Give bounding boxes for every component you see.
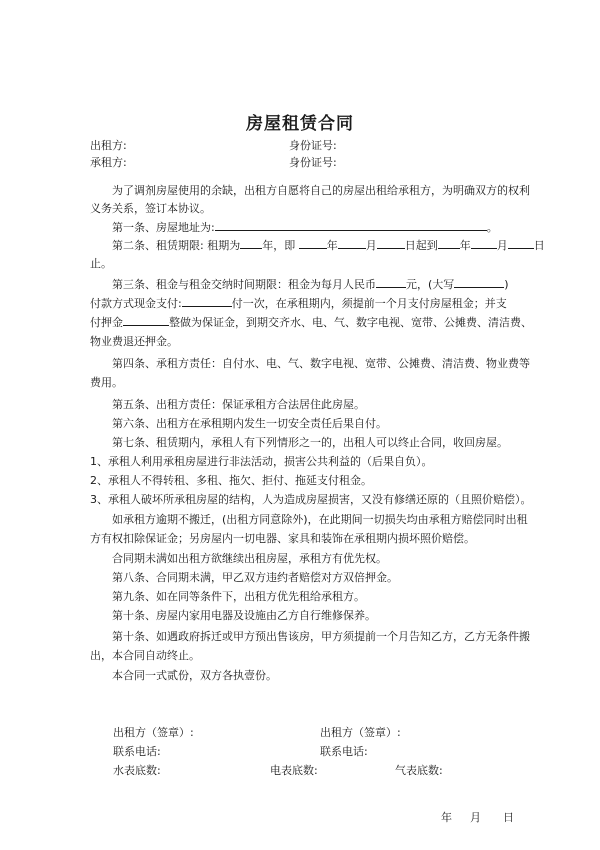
clause-10-demolition-line-1: 第十条、如遇政府拆迁或甲方预出售该房，甲方须提前一个月告知乙方，乙方无条件搬 (112, 630, 530, 643)
rent-amount-blank[interactable] (376, 275, 406, 288)
clause-2-text-e: 日起到 (404, 239, 438, 252)
overdue-line-1: 如承租方逾期不搬迁，(出租方同意除外)，在此期间一切损失均由承租方赔偿同时出租 (112, 513, 528, 526)
end-day-blank[interactable] (508, 236, 534, 249)
start-year-blank[interactable] (299, 236, 327, 249)
clause-3-text-f: 付押金 (90, 316, 123, 329)
clause-3-line-2 (90, 294, 520, 314)
copies-note: 本合同一式贰份，双方各执壹份。 (112, 669, 277, 682)
clause-2-text-f: 年 (459, 239, 471, 252)
clause-10-maintenance: 第十条、房屋内家用电器及设施由乙方自行维修保养。 (112, 609, 376, 622)
lessor-label: 出租方: (90, 139, 127, 152)
address-blank[interactable] (215, 217, 487, 231)
renew-priority: 合同期未满如出租方欲继续出租房屋，承租方有优先权。 (112, 552, 387, 565)
clause-3-line-3 (90, 313, 532, 333)
clause-10-demolition-line-2: 出，本合同自动终止。 (90, 649, 200, 662)
document-title: 房屋租赁合同 (246, 114, 354, 134)
lessor-signature-label: 出租方（签章）: (113, 726, 194, 739)
payment-period-blank[interactable] (182, 294, 232, 307)
clause-3-text-d: 付款方式现金支付: (90, 297, 182, 310)
deposit-blank[interactable] (123, 313, 169, 326)
item-3: 3、承租人破坏所承租房屋的结构，人为造成房屋损害，又没有修缮还原的（且照价赔偿）。 (90, 493, 532, 506)
end-month-blank[interactable] (471, 236, 497, 249)
start-day-blank[interactable] (377, 236, 405, 249)
term-years-blank[interactable] (240, 236, 262, 249)
lessee-signature-label: 出租方（签章）: (320, 726, 401, 739)
item-1: 1、承租人利用承租房屋进行非法活动，损害公共利益的（后果自负）。 (90, 455, 433, 468)
clause-1 (90, 217, 542, 238)
end-year-blank[interactable] (438, 236, 460, 249)
clause-6: 第六条、出租方在承租期内发生一切安全责任后果自付。 (112, 417, 387, 430)
lessee-id-label: 身份证号: (289, 156, 337, 169)
clause-2-text-h: 日 (533, 239, 545, 252)
intro-line-2: 义务关系，签订本协议。 (90, 202, 211, 215)
date-month-label: 月 (470, 811, 481, 824)
clause-2-end: 止。 (90, 257, 112, 270)
clause-7: 第七条、租赁期内，承租人有下列情形之一的，出租人可以终止合同，收回房屋。 (112, 436, 508, 449)
electric-meter-label: 电表底数: (270, 764, 318, 777)
clause-3-text-e: 付一次，在承租期内，须提前一个月支付房屋租金；并支 (231, 297, 507, 310)
clause-2-text-c: 年 (326, 239, 338, 252)
item-2: 2、承租人不得转租、多租、拖欠、拒付、拖延支付租金。 (90, 474, 372, 487)
clause-3-line-1 (90, 275, 542, 295)
lessee-phone-label: 联系电话: (320, 745, 368, 758)
date-year-label: 年 (441, 811, 452, 824)
clause-5: 第五条、出租方责任：保证承租方合法居住此房屋。 (112, 398, 365, 411)
date-day-label: 日 (503, 811, 514, 824)
lessee-label: 承租方: (90, 156, 127, 169)
intro-line-1: 为了调剂房屋使用的余缺，出租方自愿将自己的房屋出租给承租方，为明确双方的权利 (112, 184, 530, 197)
clause-2-text-b: 年，即 (262, 239, 296, 252)
clause-8: 第八条、合同期未满，甲乙双方违约者赔偿对方双倍押金。 (112, 571, 398, 584)
clause-1-label: 第一条、房屋地址为: (112, 221, 215, 234)
clause-2-text-g: 月 (496, 239, 508, 252)
lessor-phone-label: 联系电话: (113, 745, 161, 758)
clause-2-text-d: 月 (365, 239, 377, 252)
gas-meter-label: 气表底数: (395, 764, 443, 777)
rent-uppercase-blank[interactable] (454, 275, 504, 288)
overdue-line-2: 方有权扣除保证金；另房屋内一切电器、家具和装饰在承租期内损坏照价赔偿。 (90, 532, 475, 545)
clause-1-end: 。 (486, 221, 498, 234)
clause-3-text-c: ) (504, 278, 509, 291)
clause-3-line-4: 物业费退还押金。 (90, 335, 178, 348)
clause-9: 第九条、如在同等条件下，出租方优先租给承租方。 (112, 590, 365, 603)
clause-4-line-1: 第四条、承租方责任：自付水、电、气、数字电视、宽带、公摊费、清洁费、物业费等 (112, 357, 530, 370)
clause-3-text-b: 元，(大写 (406, 278, 455, 291)
clause-3-text-a: 第三条、租金与租金交纳时间期限：租金为每月人民币 (112, 278, 376, 291)
water-meter-label: 水表底数: (113, 764, 161, 777)
clause-2 (90, 236, 545, 256)
clause-2-text-a: 第二条、租赁期限: 租期为 (112, 239, 241, 252)
start-month-blank[interactable] (338, 236, 366, 249)
lessor-id-label: 身份证号: (289, 139, 337, 152)
clause-3-text-g: 整做为保证金，到期交齐水、电、气、数字电视、宽带、公摊费、清洁费、 (169, 316, 532, 329)
clause-4-line-2: 费用。 (90, 376, 123, 389)
